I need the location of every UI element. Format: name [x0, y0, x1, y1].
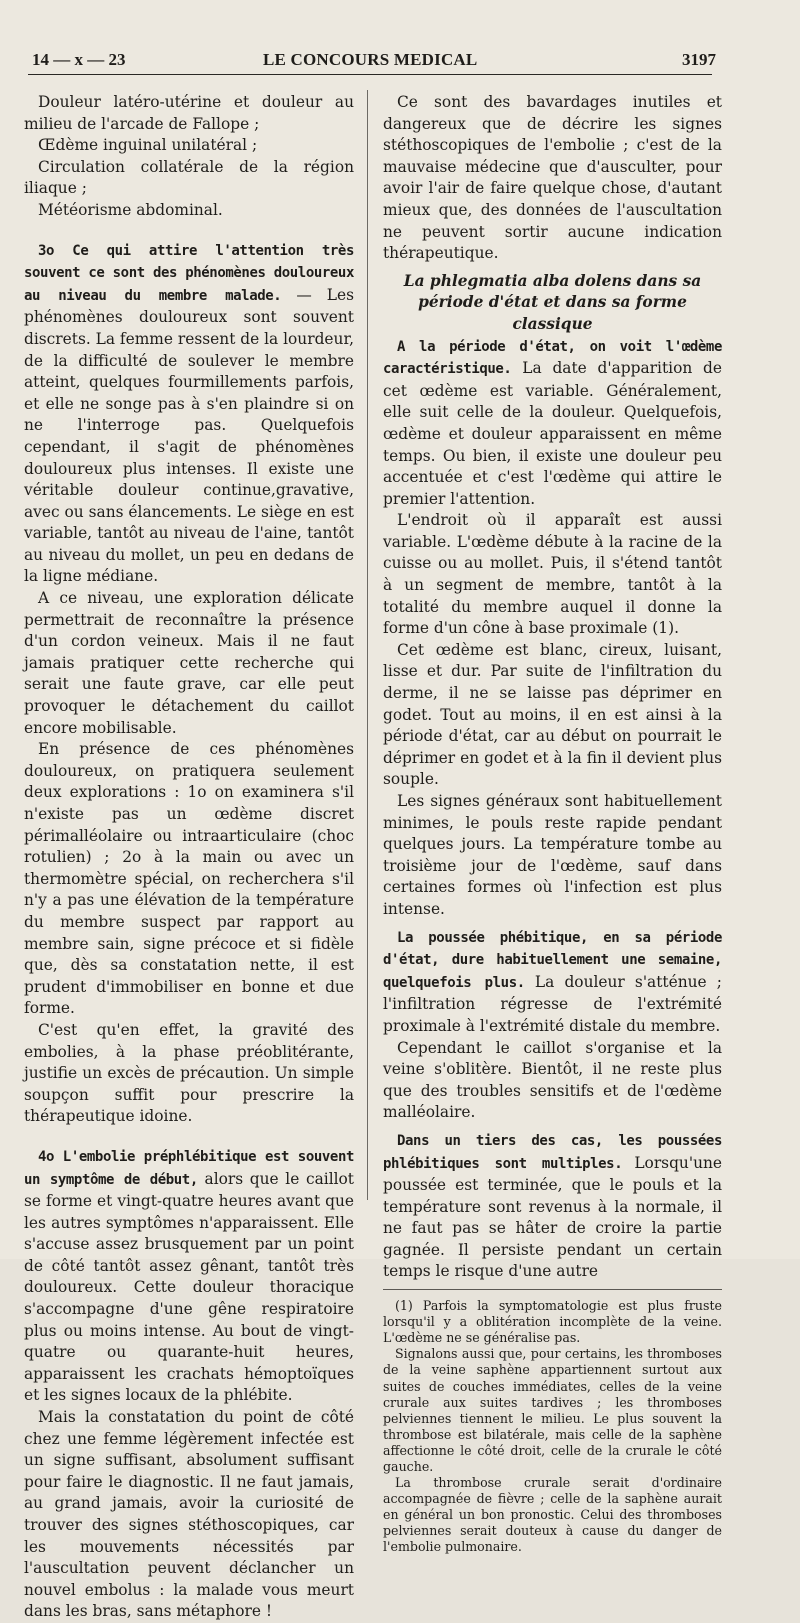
- list-item: Douleur latéro-utérine et douleur au milieu de l'arcade de Fallope ;: [24, 93, 354, 133]
- right-column: [383, 92, 722, 1556]
- paragraph-signes: Les signes généraux sont habituellement minimes, le pouls reste rapide pendant quelques jours. La température tombe au troisième jour de l'œdème, sauf dans certaines formes où l'infection est plus intense.: [383, 792, 722, 918]
- paragraph-presence: En présence de ces phénomènes douloureux, on pratiquera seulement deux explorations : 1o on examinera s'il n'existe pas un œdème discret périmalléolaire ou intraarticulaire (choc rotulien) ; 2o à la main ou avec un thermomètre spécial, on recherchera s'il n'y a pas une élévation de la température du membre suspect par rapport au membre sain, signe précoce et si fidèle que, dès sa constatation nette, il est prudent d'immobiliser en bonne et due forme.: [24, 740, 354, 1018]
- paragraph-constatation: Mais la constatation du point de côté chez une femme légèrement infectée est un signe suffisant, absolument suffisant pour faire le diagnostic. Il ne faut jamais, au grand jamais, avoir la curiosité de trouver des signes stéthoscopiques, car les mouvements nécessités par l'auscultation peuvent déclancher un nouvel embolus : la malade vous meurt dans les bras, sans métaphore !: [24, 1408, 354, 1621]
- poussee-heading: La poussée phébitique, en sa période d'état, dure habituellement une semaine, quelquefois plus.: [383, 929, 722, 991]
- paragraph-poussee: [383, 927, 722, 1038]
- footnote: Signalons aussi que, pour certains, les thromboses de la veine saphène appartiennent surtout aux suites de couches immédiates, celles de la veine crurale aux suites tardives ; les thromboses pelviennes tiennent le milieu. Le plus souvent la thrombose est bilatérale, mais celle de la saphène affectionne le côté droit, celle de la crurale le côté gauche.: [383, 1346, 722, 1474]
- footnotes: [383, 1289, 722, 1556]
- left-column: [24, 92, 354, 1623]
- section-4-text: alors que le caillot se forme et vingt-quatre heures avant que les autres symptômes n'apparaissent. Elle s'accuse assez brusquement par un point de côté tantôt assez gênant, tantôt très douloureux. Cette douleur thoracique s'accompagne d'une gêne respiratoire plus ou moins intense. Au bout de vingt-quatre ou quarante-huit heures, apparaissent les crachats hémoptoïques et les signes locaux de la phlébite.: [24, 1169, 354, 1405]
- paragraph-exploration: A ce niveau, une exploration délicate permettrait de reconnaître la présence d'un cordon veineux. Mais il ne faut jamais pratiquer cette recherche qui serait une faute grave, car elle peut provoquer le détachement du caillot encore mobilisable.: [24, 589, 354, 737]
- periode-etat-text: La date d'apparition de cet œdème est variable. Généralement, elle suit celle de la douleur. Quelquefois, œdème et douleur apparaissent en même temps. Ou bien, il existe une douleur peu accentuée et c'est l'œdème qui attire le premier l'attention.: [383, 359, 722, 508]
- paragraph-tiers: [383, 1130, 722, 1283]
- poussee-text: La douleur s'atténue ; l'infiltration régresse de l'extrémité proximale à l'extrémité distale du membre.: [383, 972, 722, 1035]
- tiers-text: Lorsqu'une poussée est terminée, que le pouls et la température sont revenus à la normale, il ne faut pas se hâter de croire la partie gagnée. Il persiste pendant un certain temps le risque d'une autre: [383, 1153, 723, 1281]
- paragraph-bavardages: Ce sont des bavardages inutiles et dangereux que de décrire les signes stéthoscopiques de l'embolie ; c'est de la mauvaise médecine que d'ausculter, pour avoir l'air de faire quelque chose, d'autant mieux que, des données de l'auscultation ne peuvent sortir aucune indication thérapeutique.: [383, 93, 722, 263]
- issue-date: 14 — x — 23: [32, 50, 126, 69]
- section-heading: La phlegmatia alba dolens dans sa période d'état et dans sa forme classique: [403, 271, 702, 333]
- section-4-paragraph: [24, 1146, 354, 1407]
- section-3-heading: 3o Ce qui attire l'attention très souvent ce sont des phénomènes douloureux au niveau du membre malade.: [24, 242, 354, 304]
- footnote: (1) Parfois la symptomatologie est plus fruste lorsqu'il y a oblitération incomplète de la veine. L'œdème ne se généralise pas.: [383, 1298, 722, 1346]
- paragraph-cependant: Cependant le caillot s'organise et la veine s'oblitère. Bientôt, il ne reste plus que des troubles sensitifs et de l'œdème malléolaire.: [383, 1038, 722, 1122]
- page-number: 3197: [682, 50, 716, 69]
- section-3-text: — Les phénomènes douloureux sont souvent discrets. La femme ressent de la lourdeur, de la difficulté de soulever le membre atteint, quelques fourmillements parfois, et elle ne songe pas à s'en plaindre si on ne l'interroge pas. Quelquefois cependant, il s'agit de phénomènes douloureux plus intenses. Il existe une véritable douleur continue,gravative, avec ou sans élancements. Le siège en est variable, tantôt au niveau de l'aine, tantôt au niveau du mollet, un peu en dedans de la ligne médiane.: [24, 285, 355, 586]
- paragraph-endroit: L'endroit où il apparaît est aussi variable. L'œdème débute à la racine de la cuisse ou au mollet. Puis, il s'étend tantôt à un segment de membre, tantôt à la totalité du membre auquel il donne la forme d'un cône à base proximale (1).: [383, 511, 722, 638]
- periode-etat-heading: A la période d'état, on voit l'œdème caractéristique.: [383, 338, 722, 378]
- column-divider: [367, 90, 368, 1200]
- paragraph-periode-etat: [383, 336, 722, 511]
- list-item: Œdème inguinal unilatéral ;: [38, 136, 258, 155]
- running-header: [28, 48, 716, 75]
- section-3-paragraph: [24, 240, 354, 589]
- section-4-heading: 4o L'embolie préphlébitique est souvent un symptôme de début,: [24, 1148, 354, 1188]
- footnote: La thrombose crurale serait d'ordinaire accompagnée de fièvre ; celle de la saphène aurait en général un bon pronostic. Celui des thromboses pelviennes serait douteux à cause du danger de l'embolie pulmonaire.: [383, 1475, 722, 1555]
- list-item: Circulation collatérale de la région iliaque ;: [24, 157, 354, 198]
- paragraph-blanc: Cet œdème est blanc, cireux, luisant, lisse et dur. Par suite de l'infiltration du derme, il ne se laisse pas déprimer en godet. Tout au moins, il en est ainsi à la période d'état, car au début on pourrait le déprimer en godet et à la fin il devient plus souple.: [383, 640, 722, 789]
- list-item: Météorisme abdominal.: [38, 200, 223, 219]
- journal-title: LE CONCOURS MEDICAL: [263, 50, 478, 69]
- paragraph-gravite: C'est qu'en effet, la gravité des embolies, à la phase préoblitérante, justifie un excès de précaution. Un simple soupçon suffit pour prescrire la thérapeutique idoine.: [24, 1020, 354, 1126]
- tiers-heading: Dans un tiers des cas, les poussées phlébitiques sont multiples.: [383, 1132, 722, 1172]
